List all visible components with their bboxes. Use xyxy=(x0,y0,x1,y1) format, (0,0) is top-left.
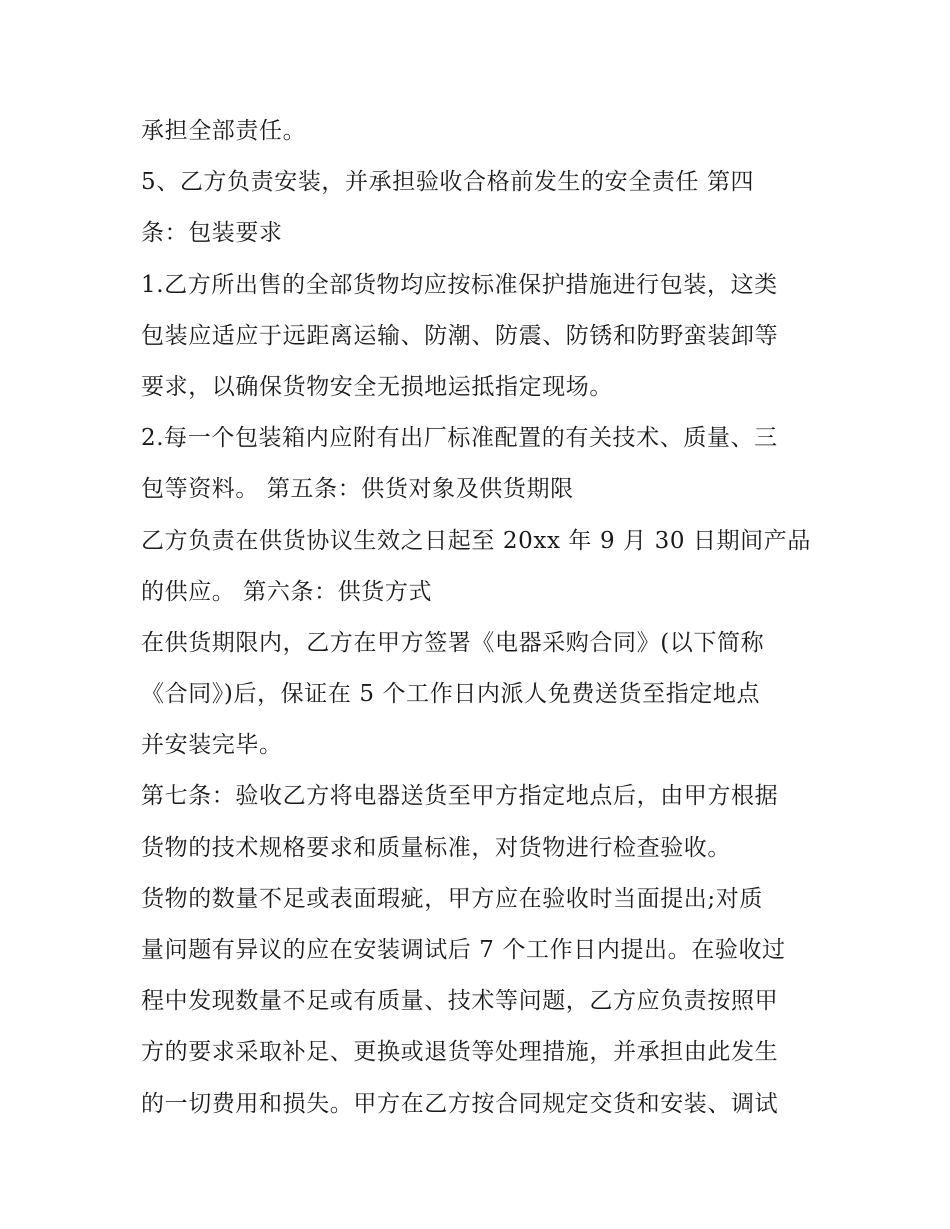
text-line: 要求，以确保货物安全无损地运抵指定现场。 xyxy=(141,373,613,400)
text-line: 《合同》)后，保证在 5 个工作日内派人免费送货至指定地点 xyxy=(141,681,761,708)
text-line: 包装应适应于远距离运输、防潮、防震、防锈和防野蛮装卸等 xyxy=(141,322,779,349)
text-line: 乙方负责在供货协议生效之日起至 20xx 年 9 月 30 日期间产品 xyxy=(141,527,811,554)
contract-text xyxy=(141,106,831,1130)
text-line: 包等资料。 第五条：供货对象及供货期限 xyxy=(141,476,574,503)
text-line: 的供应。 第六条：供货方式 xyxy=(141,578,433,605)
text-line: 方的要求采取补足、更换或退货等处理措施，并承担由此发生 xyxy=(141,1039,779,1066)
text-line: 货物的技术规格要求和质量标准，对货物进行检查验收。 xyxy=(141,834,731,861)
text-line: 第七条：验收乙方将电器送货至甲方指定地点后，由甲方根据 xyxy=(141,783,779,810)
text-line: 1.乙方所出售的全部货物均应按标准保护措施进行包装，这类 xyxy=(141,271,778,298)
text-line: 在供货期限内，乙方在甲方签署《电器采购合同》(以下简称 xyxy=(141,629,765,656)
text-line: 程中发现数量不足或有质量、技术等问题，乙方应负责按照甲 xyxy=(141,988,779,1015)
text-line: 承担全部责任。 xyxy=(141,118,307,144)
text-line: 条：包装要求 xyxy=(141,220,283,247)
text-line: 量问题有异议的应在安装调试后 7 个工作日内提出。在验收过 xyxy=(141,937,786,963)
text-line: 货物的数量不足或表面瑕疵，甲方应在验收时当面提出;对质 xyxy=(141,885,763,912)
text-line: 5、乙方负责安装，并承担验收合格前发生的安全责任 第四 xyxy=(141,169,755,196)
text-line: 并安装完毕。 xyxy=(141,732,283,759)
text-line: 2.每一个包装箱内应附有出厂标准配置的有关技术、质量、三 xyxy=(141,425,778,452)
text-line: 的一切费用和损失。甲方在乙方按合同规定交货和安装、调试 xyxy=(141,1090,779,1117)
